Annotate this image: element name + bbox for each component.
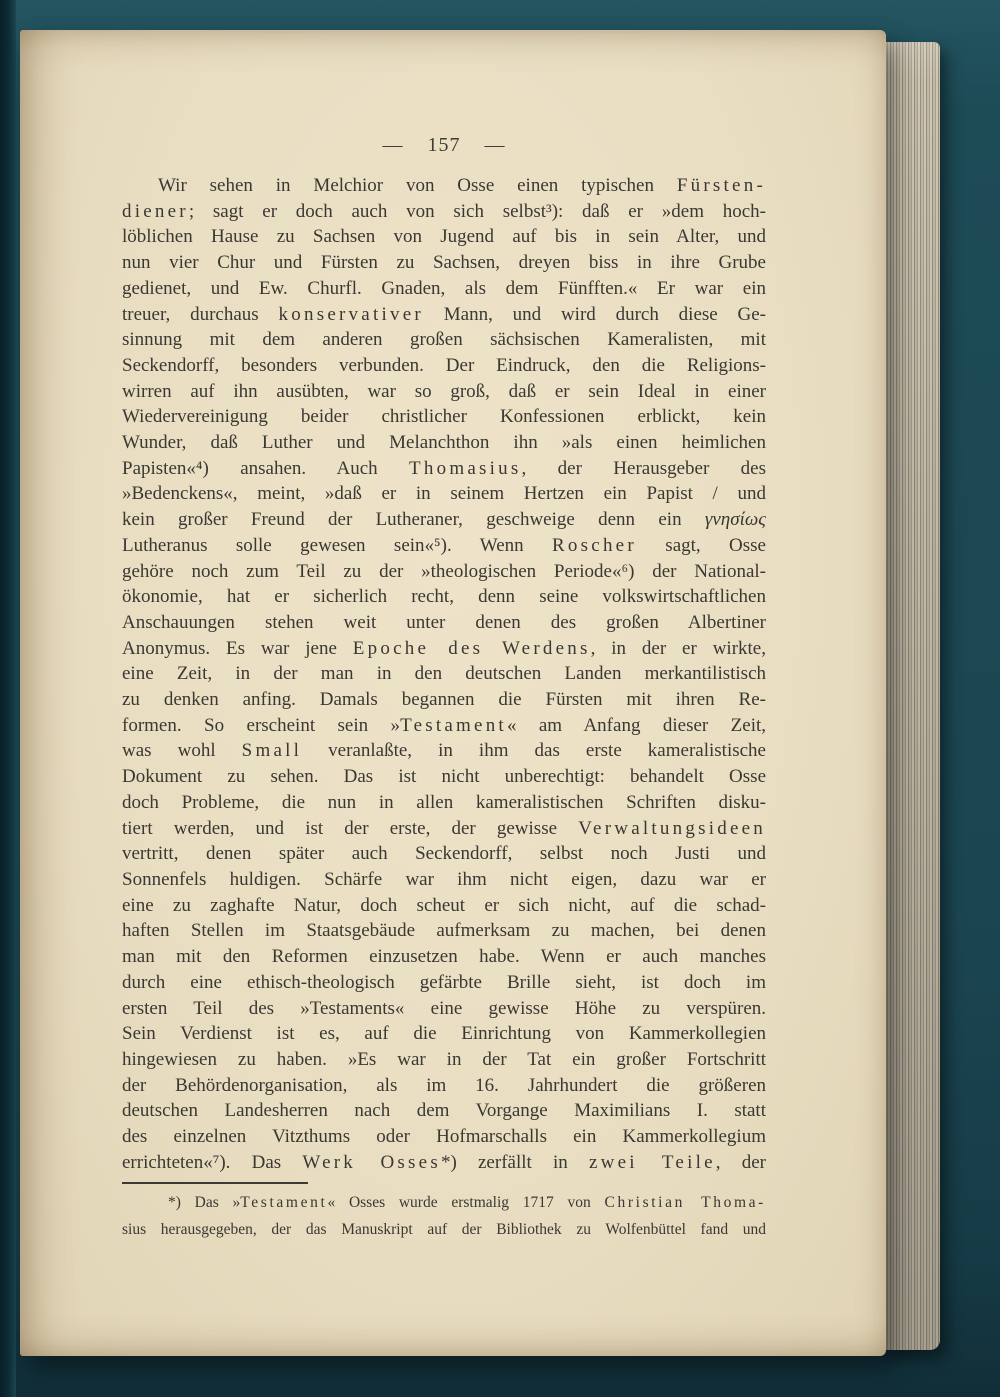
text-line: Anschauungen stehen weit unter denen des großen Albertiner [122, 611, 766, 633]
footnote-text [122, 1189, 766, 1243]
text-line: man mit den Reformen einzusetzen habe. Wenn er auch manches [122, 946, 766, 968]
text-line: des einzelnen Vitzthums oder Hofmarschalls ein Kammerkollegium [122, 1126, 766, 1148]
text-line: eine Zeit, in der man in den deutschen Landen merkantilistisch [122, 663, 766, 685]
text-line: Wunder, daß Luther und Melanchthon ihn »als einen heimlichen [122, 432, 766, 454]
text-line: formen. So erscheint sein »Testament« am Anfang dieser Zeit, [122, 714, 766, 736]
text-line: »Bedenckens«, meint, »daß er in seinem Hertzen ein Papist / und [122, 483, 766, 505]
text-line: Dokument zu sehen. Das ist nicht unberechtigt: behandelt Osse [122, 766, 766, 788]
body-text [122, 173, 766, 1175]
text-line: Wir sehen in Melchior von Osse einen typischen Fürsten- [158, 175, 766, 196]
text-line: Anonymus. Es war jene Epoche des Werdens, in der er wirkte, [122, 637, 766, 659]
text-line: errichteten«⁷). Das Werk Osses*) zerfällt in zwei Teile, der [122, 1151, 766, 1173]
page-number: — 157 — [382, 134, 506, 156]
text-line: gehöre noch zum Teil zu der »theologischen Periode«⁶) der National- [122, 560, 766, 582]
text-line: kein großer Freund der Lutheraner, geschweige denn ein γνησίως [122, 509, 766, 531]
text-line: Papisten«⁴) ansahen. Auch Thomasius, der Herausgeber des [122, 457, 767, 479]
text-line: ökonomie, hat er sicherlich recht, denn seine volkswirtschaftlichen [122, 586, 766, 608]
book-page [20, 30, 886, 1356]
text-line: diener; sagt er doch auch von sich selbst³): daß er »dem hoch- [122, 200, 766, 222]
text-column [122, 30, 766, 1243]
text-line: vertritt, denen später auch Seckendorff, selbst noch Justi und [122, 843, 766, 865]
text-line: nun vier Chur und Fürsten zu Sachsen, dreyen biss in ihre Grube [122, 252, 766, 274]
text-line: treuer, durchaus konservativer Mann, und wird durch diese Ge- [122, 303, 766, 325]
book-spine-edge [0, 0, 16, 1397]
text-line: Sonnenfels huldigen. Schärfe war ihm nicht eigen, dazu war er [122, 868, 766, 890]
text-line: *) Das »Testament« Osses wurde erstmalig 1717 von Christian Thoma- [168, 1194, 766, 1212]
text-line: ersten Teil des »Testaments« eine gewisse Höhe zu verspüren. [122, 997, 766, 1019]
page-edge-stack [882, 42, 940, 1350]
text-line: Seckendorff, besonders verbunden. Der Eindruck, den die Religions- [122, 354, 766, 376]
text-line: haften Stellen im Staatsgebäude aufmerksam zu machen, bei denen [122, 920, 766, 942]
text-line: tiert werden, und ist der erste, der gewisse Verwaltungsideen [122, 817, 766, 839]
text-line: zu denken anfing. Damals begannen die Fürsten mit ihren Re- [122, 689, 766, 711]
text-line: Wiedervereinigung beider christlicher Konfessionen erblickt, kein [122, 406, 766, 428]
text-line: sinnung mit dem anderen großen sächsischen Kameralisten, mit [122, 329, 766, 351]
text-line: wirren auf ihn ausübten, war so groß, daß er sein Ideal in einer [122, 380, 766, 402]
text-line: durch eine ethisch-theologisch gefärbte Brille sieht, ist doch im [122, 971, 766, 993]
text-line: eine zu zaghafte Natur, doch scheut er sich nicht, auf die schad- [122, 894, 766, 916]
text-line: doch Probleme, die nun in allen kameralistischen Schriften disku- [122, 791, 766, 813]
text-line: Lutheranus solle gewesen sein«⁵). Wenn Roscher sagt, Osse [122, 534, 766, 556]
text-line: was wohl Small veranlaßte, in ihm das erste kameralistische [122, 740, 766, 762]
text-line: gedienet, und Ew. Churfl. Gnaden, als dem Fünfften.« Er war ein [122, 277, 766, 299]
text-line: Sein Verdienst ist es, auf die Einrichtung von Kammerkollegien [122, 1023, 766, 1045]
text-line: löblichen Hause zu Sachsen von Jugend auf bis in sein Alter, und [122, 226, 766, 248]
footnote-separator-rule [122, 1182, 308, 1184]
text-line: deutschen Landesherren nach dem Vorgange Maximilians I. statt [122, 1100, 766, 1122]
text-line: sius herausgegeben, der das Manuskript auf der Bibliothek zu Wolfenbüttel fand und [122, 1221, 766, 1239]
text-line: der Behördenorganisation, als im 16. Jahrhundert die größeren [122, 1074, 766, 1096]
text-line: hingewiesen zu haben. »Es war in der Tat ein großer Fortschritt [122, 1048, 766, 1070]
